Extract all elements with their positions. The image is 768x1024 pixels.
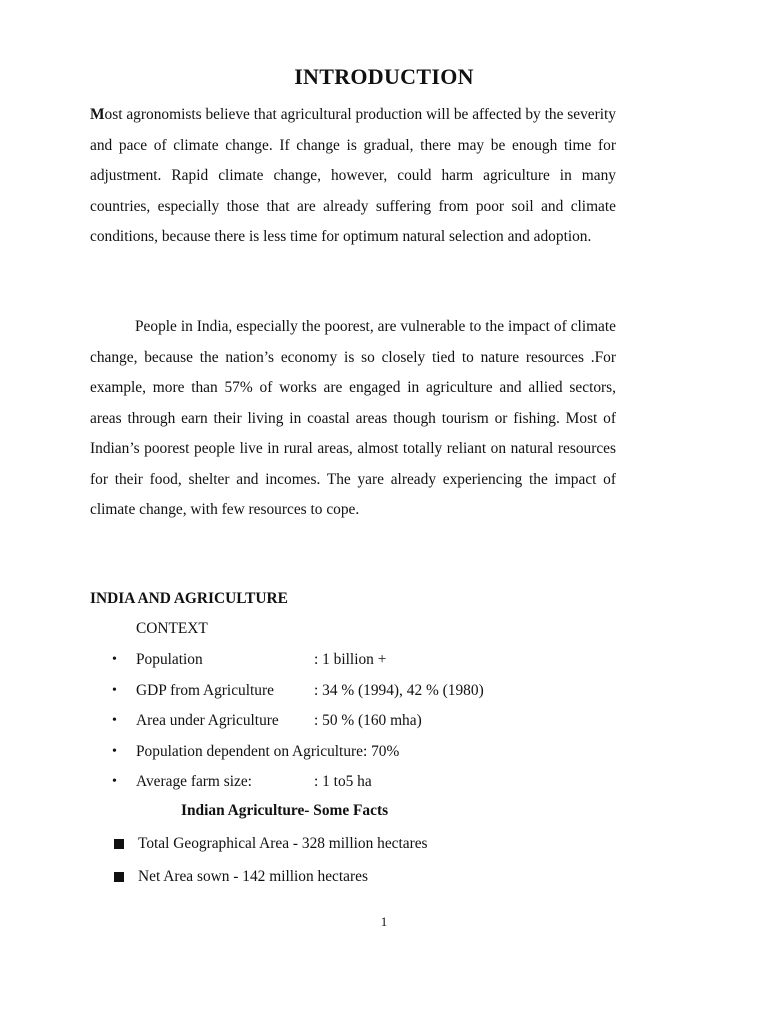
list-item xyxy=(112,681,484,712)
stat-value: : 50 % (160 mha) xyxy=(314,712,422,729)
page-title: INTRODUCTION xyxy=(294,64,474,89)
stat-value: : 1 billion + xyxy=(314,651,387,668)
square-bullet-icon xyxy=(114,872,124,882)
stat-value: : 34 % (1994), 42 % (1980) xyxy=(314,681,484,699)
bullet-icon: • xyxy=(112,743,117,759)
stat-full-text: Population dependent on Agriculture: 70% xyxy=(136,742,400,760)
list-item xyxy=(112,742,484,773)
stat-value: : 1 to5 ha xyxy=(314,773,372,790)
facts-heading: Indian Agriculture- Some Facts xyxy=(181,802,389,819)
bullet-icon: • xyxy=(112,713,117,728)
bullet-icon: • xyxy=(112,652,117,667)
fact-text: Total Geographical Area - 328 million hectares xyxy=(138,835,428,852)
list-item xyxy=(112,834,428,867)
facts-list xyxy=(112,834,428,900)
intro-paragraph-1-text: ost agronomists believe that agricultural production will be affected by the severity and pace of climate change. If change is gradual, there may be enough time for adjustment. Rapid climate change, however, could harm agriculture in many countries, especially those that are already suffering from poor soil and climate conditions, because there is less time for optimum natural selection and adoption. xyxy=(90,106,616,245)
stat-label: GDP from Agriculture xyxy=(136,681,274,699)
context-label: CONTEXT xyxy=(136,620,208,637)
square-bullet-icon xyxy=(114,839,124,849)
list-item xyxy=(112,867,428,900)
bullet-icon: • xyxy=(112,774,117,789)
stat-label: Area under Agriculture xyxy=(136,712,279,729)
section-heading: INDIA AND AGRICULTURE xyxy=(90,590,288,607)
stat-label: Population xyxy=(136,651,203,668)
page-number: 1 xyxy=(380,914,388,929)
fact-text: Net Area sown - 142 million hectares xyxy=(138,868,368,885)
drop-letter: M xyxy=(90,106,105,123)
list-item xyxy=(112,711,484,742)
context-list xyxy=(112,650,484,803)
list-item xyxy=(112,650,484,681)
bullet-icon: • xyxy=(112,682,117,698)
intro-paragraph-2: People in India, especially the poorest, are vulnerable to the impact of climate change, because the nation’s economy is so closely tied to nature resources .For example, more than 57% of works are engaged in agriculture and allied sectors, areas through earn their living in coastal areas though tourism or fishing. Most of Indian’s poorest people live in rural areas, almost totally reliant on natural resources for their food, shelter and incomes. The yare already experiencing the impact of climate change, with few resources to cope. xyxy=(90,318,616,518)
list-item xyxy=(112,772,484,803)
intro-paragraph-1 xyxy=(90,100,616,253)
stat-label: Average farm size: xyxy=(136,773,252,790)
